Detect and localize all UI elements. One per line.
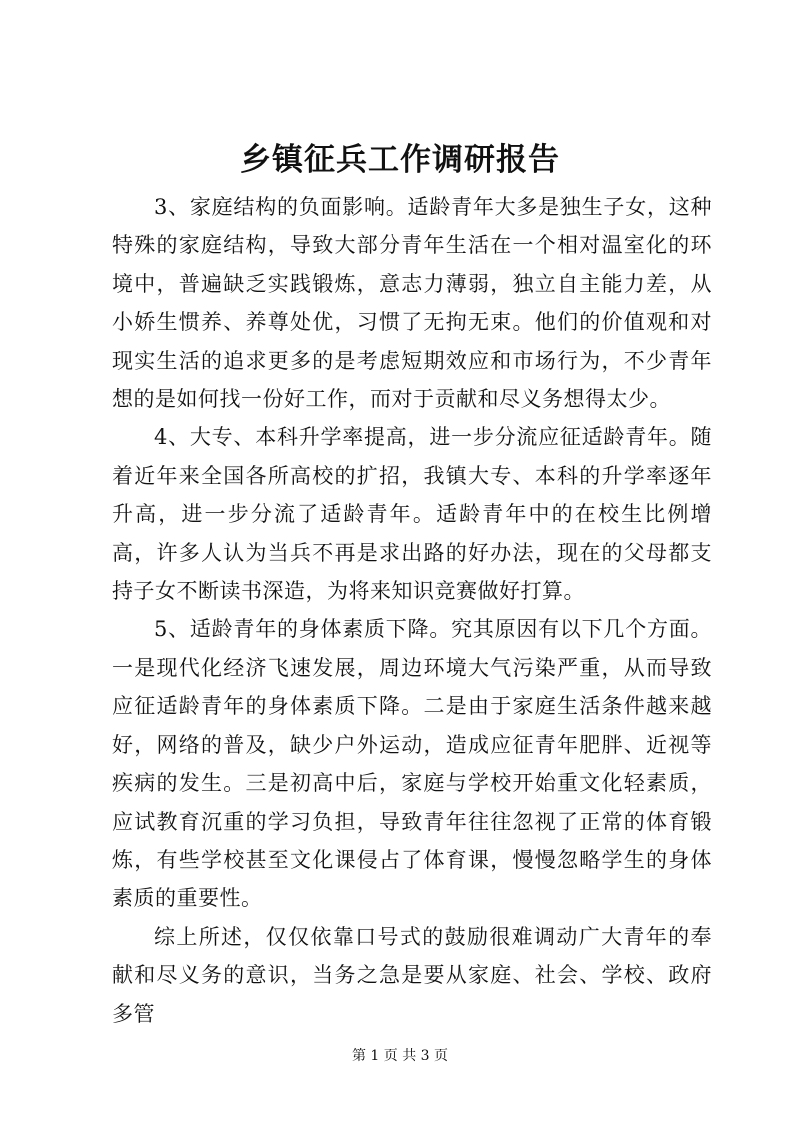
page-title: 乡镇征兵工作调研报告 — [240, 142, 560, 178]
page-number-footer: 第 1 页 共 3 页 — [351, 1048, 449, 1064]
paragraph-physical-fitness: 5、适龄青年的身体素质下降。究其原因有以下几个方面。一是现代化经济飞速发展，周边环境大气污染严重，从而导致应征适龄青年的身体素质下降。二是由于家庭生活条件越来越好，网络的普及，缺少户外运动，造成应征青年肥胖、近视等疾病的发生。三是初高中后，家庭与学校开始重文化轻素质，应试教育沉重的学习负担，导致青年往往忽视了正常的体育锻炼，有些学校甚至文化课侵占了体育课，慢慢忽略学生的身体素质的重要性。 — [112, 617, 712, 911]
paragraph-enrollment-rate: 4、大专、本科升学率提高，进一步分流应征适龄青年。随着近年来全国各所高校的扩招，我镇大专、本科的升学率逐年升高，进一步分流了适龄青年。适龄青年中的在校生比例增高，许多人认为当兵不再是求出路的好办法，现在的父母都支持子女不断读书深造，为将来知识竞赛做好打算。 — [112, 425, 712, 604]
paragraph-summary: 综上所述，仅仅依靠口号式的鼓励很难调动广大青年的奉献和尽义务的意识，当务之急是要从家庭、社会、学校、政府多管 — [112, 924, 712, 1026]
paragraph-family-structure: 3、家庭结构的负面影响。适龄青年大多是独生子女，这种特殊的家庭结构，导致大部分青年生活在一个相对温室化的环境中，普遍缺乏实践锻炼，意志力薄弱，独立自主能力差，从小娇生惯养、养尊处优，习惯了无拘无束。他们的价值观和对现实生活的追求更多的是考虑短期效应和市场行为，不少青年想的是如何找一份好工作，而对于贡献和尽义务想得太少。 — [112, 195, 712, 412]
document-body — [112, 188, 712, 1033]
